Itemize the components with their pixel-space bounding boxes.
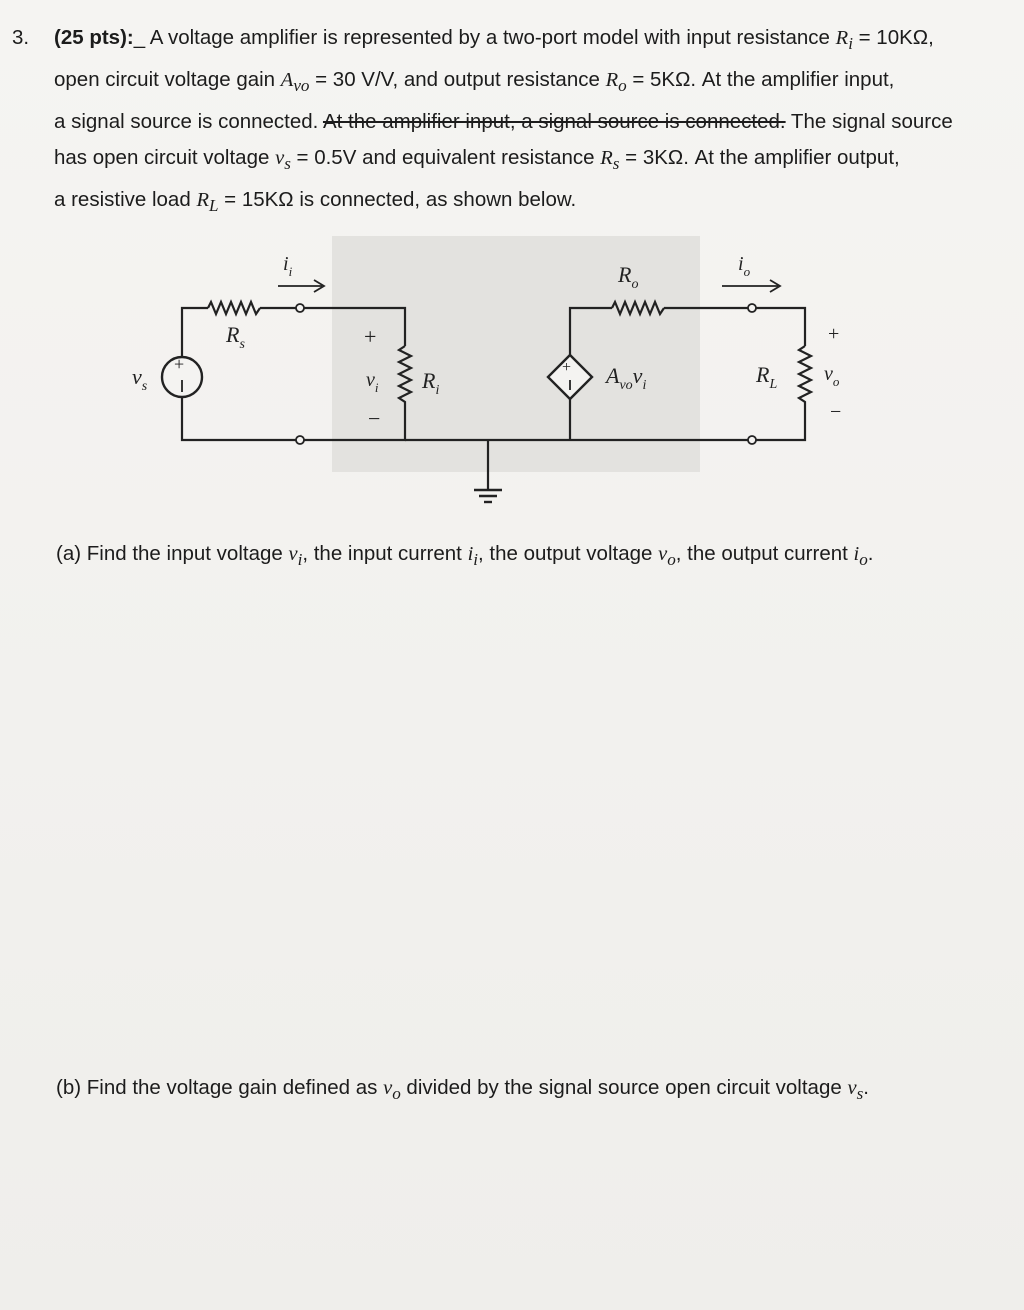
amplifier-circuit-diagram bbox=[110, 230, 870, 520]
vi-label: $v_i$ bbox=[366, 369, 379, 395]
avo-symbol: A bbox=[280, 69, 294, 92]
rl-resistor-icon bbox=[799, 346, 811, 406]
rs-label: $R_s$ bbox=[226, 322, 245, 352]
problem-statement bbox=[12, 20, 1012, 224]
vo-minus-sign: − bbox=[830, 401, 842, 423]
vs-label: $v_s$ bbox=[132, 364, 148, 394]
vo-plus-sign: + bbox=[828, 323, 840, 345]
amplifier-shaded-box bbox=[332, 236, 700, 472]
vo-label: $v_o$ bbox=[824, 363, 840, 389]
dep-source-label: $A_{vo}v_i$ bbox=[606, 363, 647, 393]
ro-symbol: R bbox=[605, 69, 619, 92]
question-a: (a) Find the input voltage $v_i$, the input current $i_i$, the output voltage $v_o$, the output current $i_o$. bbox=[56, 542, 874, 570]
ri-label: $R_i$ bbox=[422, 368, 440, 398]
input-terminal-bottom bbox=[296, 436, 304, 444]
vi-minus-sign: − bbox=[368, 406, 381, 431]
rl-symbol: R bbox=[196, 189, 209, 212]
input-terminal-top bbox=[296, 304, 304, 312]
vi-plus-sign: + bbox=[364, 324, 377, 349]
rl-label: $R_L$ bbox=[756, 362, 778, 392]
ii-label: $i_i$ bbox=[283, 253, 293, 279]
problem-points: (25 pts): bbox=[54, 26, 134, 49]
dep-plus-sign: + bbox=[562, 359, 572, 376]
io-label: $i_o$ bbox=[738, 253, 751, 279]
rs-symbol: R bbox=[600, 147, 613, 170]
output-terminal-bottom bbox=[748, 436, 756, 444]
vs-symbol: v bbox=[275, 147, 285, 170]
struck-sentence: At the amplifier input, a signal source is connected. bbox=[322, 110, 786, 134]
problem-number: 3. bbox=[12, 26, 30, 49]
rs-resistor-icon bbox=[208, 302, 260, 314]
ri-symbol: R bbox=[835, 27, 849, 49]
problem-body: (25 pts):_ A voltage amplifier is represented by a two-port model with input resistance $R_i = 10K\Omega$, open circuit voltage gain $A_{vo} = 30$ V/V, and output resistance $R_o = 5K\Omega$. At the amplifier input, a signal source is connected. At the amplifier input, a signal source is connected. The signal source has open circuit voltage $v_s = 0.5V$ and equivalent resistance $R_s = 3K\Omega$. At the amplifier output, a resistive load $R_L = 15K\Omega$ is connected, as shown below. bbox=[54, 26, 953, 216]
output-terminal-top bbox=[748, 304, 756, 312]
source-plus-sign: + bbox=[174, 354, 185, 374]
question-b: (b) Find the voltage gain defined as $v_o$ divided by the signal source open circuit voltage $v_s$. bbox=[56, 1076, 869, 1104]
ro-label: $R_o$ bbox=[618, 262, 639, 292]
